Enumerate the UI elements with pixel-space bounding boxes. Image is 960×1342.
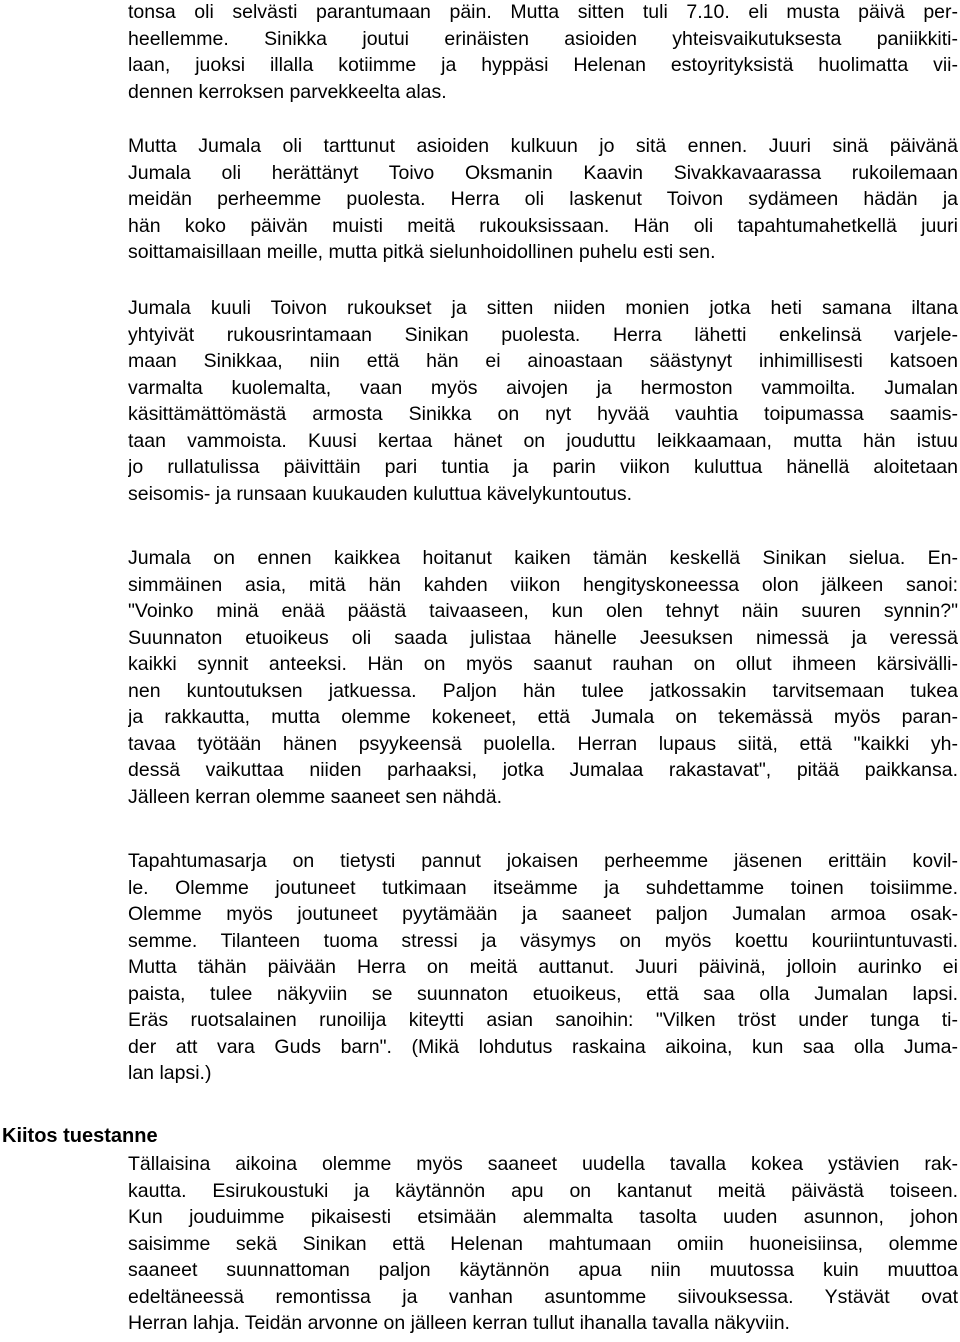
text-line: der att vara Guds barn". (Mikä lohdutus raskaina aikoina, kun saa olla Juma-: [128, 1035, 958, 1058]
text-line: semme. Tilanteen tuoma stressi ja väsymys on myös koettu kouriintuntuvasti.: [128, 929, 958, 952]
text-line: maan Sinikkaa, niin että hän ei ainoastaan säästynyt inhimillisesti katsoen: [128, 350, 958, 372]
text-line: ja rakkautta, mutta olemme kokeneet, että Jumala on tekemässä myös paran-: [128, 706, 958, 728]
text-line: käsittämättömästä armosta Sinikka on nyt hyvää vauhtia toipumassa saamis-: [128, 403, 958, 425]
text-line: Mutta tähän päivään Herra on meitä auttanut. Juuri päivinä, jolloin aurinko ei: [128, 956, 958, 978]
text-line: lan lapsi.): [128, 1062, 212, 1084]
text-line: dennen kerroksen parvekkeelta alas.: [128, 80, 447, 103]
text-line: dessä vaikuttaa niiden parhaaksi, jotka Jumalaa rakastavat", pitää paikkansa.: [128, 759, 958, 781]
text-line: le. Olemme joutuneet tutkimaan itseämme ja suhdettamme toinen toisiimme.: [128, 876, 958, 899]
text-line: nen kuntoutuksen jatkuessa. Paljon hän tulee jatkossakin tarvitsemaan tukea: [128, 679, 958, 702]
text-line: laan, juoksi illalla kotiimme ja hyppäsi Helenan estoyrityksistä huolimatta vii-: [128, 54, 958, 76]
text-line: edeltäneessä remontissa ja vanhan asuntomme siivouksessa. Ystävät ovat: [128, 1285, 958, 1308]
text-line: seisomis- ja runsaan kuukauden kuluttua kävelykuntoutus.: [128, 482, 633, 505]
text-line: tavaa työtään hänen psyykeensä puolella. Herran lupaus siitä, että "kaikki yh-: [128, 732, 958, 755]
text-line: Tällaisina aikoina olemme myös saaneet uudella tavalla kokea ystävien rak-: [128, 1153, 958, 1175]
text-line: Suunnaton etuoikeus oli saada julistaa hänelle Jeesuksen nimessä ja veressä: [128, 626, 958, 649]
text-line: yhtyivät rukousrintamaan Sinikan puolesta. Herra lähetti enkelinsä varjele-: [128, 323, 958, 346]
text-line: meidän perheemme puolesta. Herra oli laskenut Toivon sydämeen hädän ja: [128, 188, 958, 210]
text-line: Eräs ruotsalainen runoilija kiteytti asian sanoihin: "Vilken tröst under tunga ti-: [128, 1009, 958, 1031]
text-line: simmäinen asia, mitä hän kahden viikon hengityskoneessa olon jälkeen sanoi:: [128, 573, 958, 596]
text-line: saisimme sekä Sinikan että Helenan mahtumaan omiin huoneisiinsa, olemme: [128, 1232, 958, 1255]
text-line: hän koko päivän muisti meitä rukouksissaan. Hän oli tapahtumahetkellä juuri: [128, 214, 958, 237]
section-heading: Kiitos tuestanne: [2, 1125, 158, 1147]
text-line: varmalta kuolemalta, vaan myös aivojen ja hermoston vammoilta. Jumalan: [128, 376, 958, 399]
text-line: kaikki synnit anteeksi. Hän on myös saanut rauhan on ollut ihmeen kärsivälli-: [128, 653, 958, 675]
text-line: saaneet suunnattoman paljon käytännön apua niin muutossa kuin muuttoa: [128, 1259, 958, 1281]
text-line: Jumala oli herättänyt Toivo Oksmanin Kaavin Sivakkavaarassa rukoilemaan: [128, 161, 958, 184]
text-line: taan vammoista. Kuusi kertaa hänet on jouduttu leikkaamaan, mutta hän istuu: [128, 429, 958, 452]
text-line: soittamaisillaan meille, mutta pitkä sielunhoidollinen puhelu esti sen.: [128, 241, 716, 263]
text-line: Herran lahja. Teidän arvonne on jälleen kerran tullut ihanalla tavalla näkyviin.: [128, 1312, 790, 1334]
paragraph-2: [128, 133, 958, 266]
text-line: Jumala kuuli Toivon rukoukset ja sitten niiden monien jotka heti samana iltana: [128, 297, 958, 319]
text-line: Olemme myös joutuneet pyytämään ja saaneet paljon Jumalan armoa osak-: [128, 903, 958, 925]
text-line: Mutta Jumala oli tarttunut asioiden kulkuun jo sitä ennen. Juuri sinä päivänä: [128, 135, 958, 157]
text-line: Tapahtumasarja on tietysti pannut jokaisen perheemme jäsenen erittäin kovil-: [128, 850, 958, 872]
text-line: tonsa oli selvästi parantumaan päin. Mutta sitten tuli 7.10. eli musta päivä per-: [128, 1, 958, 23]
paragraph-final: [128, 1151, 958, 1337]
text-line: Kun jouduimme pikaisesti etsimään alemmalta tasolta uuden asunnon, johon: [128, 1206, 958, 1228]
paragraph-4: [128, 545, 958, 810]
text-line: kautta. Esirukoustuki ja käytännön apu on kantanut meitä päivästä toiseen.: [128, 1179, 958, 1202]
text-line: Jälleen kerran olemme saaneet sen nähdä.: [128, 785, 502, 808]
text-line: jo rullatulissa päivittäin pari tuntia ja parin viikon kuluttua hänellä aloitetaan: [128, 456, 958, 478]
text-line: paista, tulee näkyviin se suunnaton etuoikeus, että saa olla Jumalan lapsi.: [128, 982, 958, 1005]
text-line: "Voinko minä enää päästä taivaaseen, kun olen tehnyt näin suuren synnin?": [128, 600, 958, 622]
paragraph-3: [128, 295, 958, 507]
text-line: heellemme. Sinikka joutui erinäisten asioiden yhteisvaikutuksesta paniikkiti-: [128, 27, 958, 50]
text-line: Jumala on ennen kaikkea hoitanut kaiken tämän keskellä Sinikan sielua. En-: [128, 547, 958, 569]
paragraph-1: [128, 0, 958, 105]
paragraph-5: [128, 848, 958, 1087]
